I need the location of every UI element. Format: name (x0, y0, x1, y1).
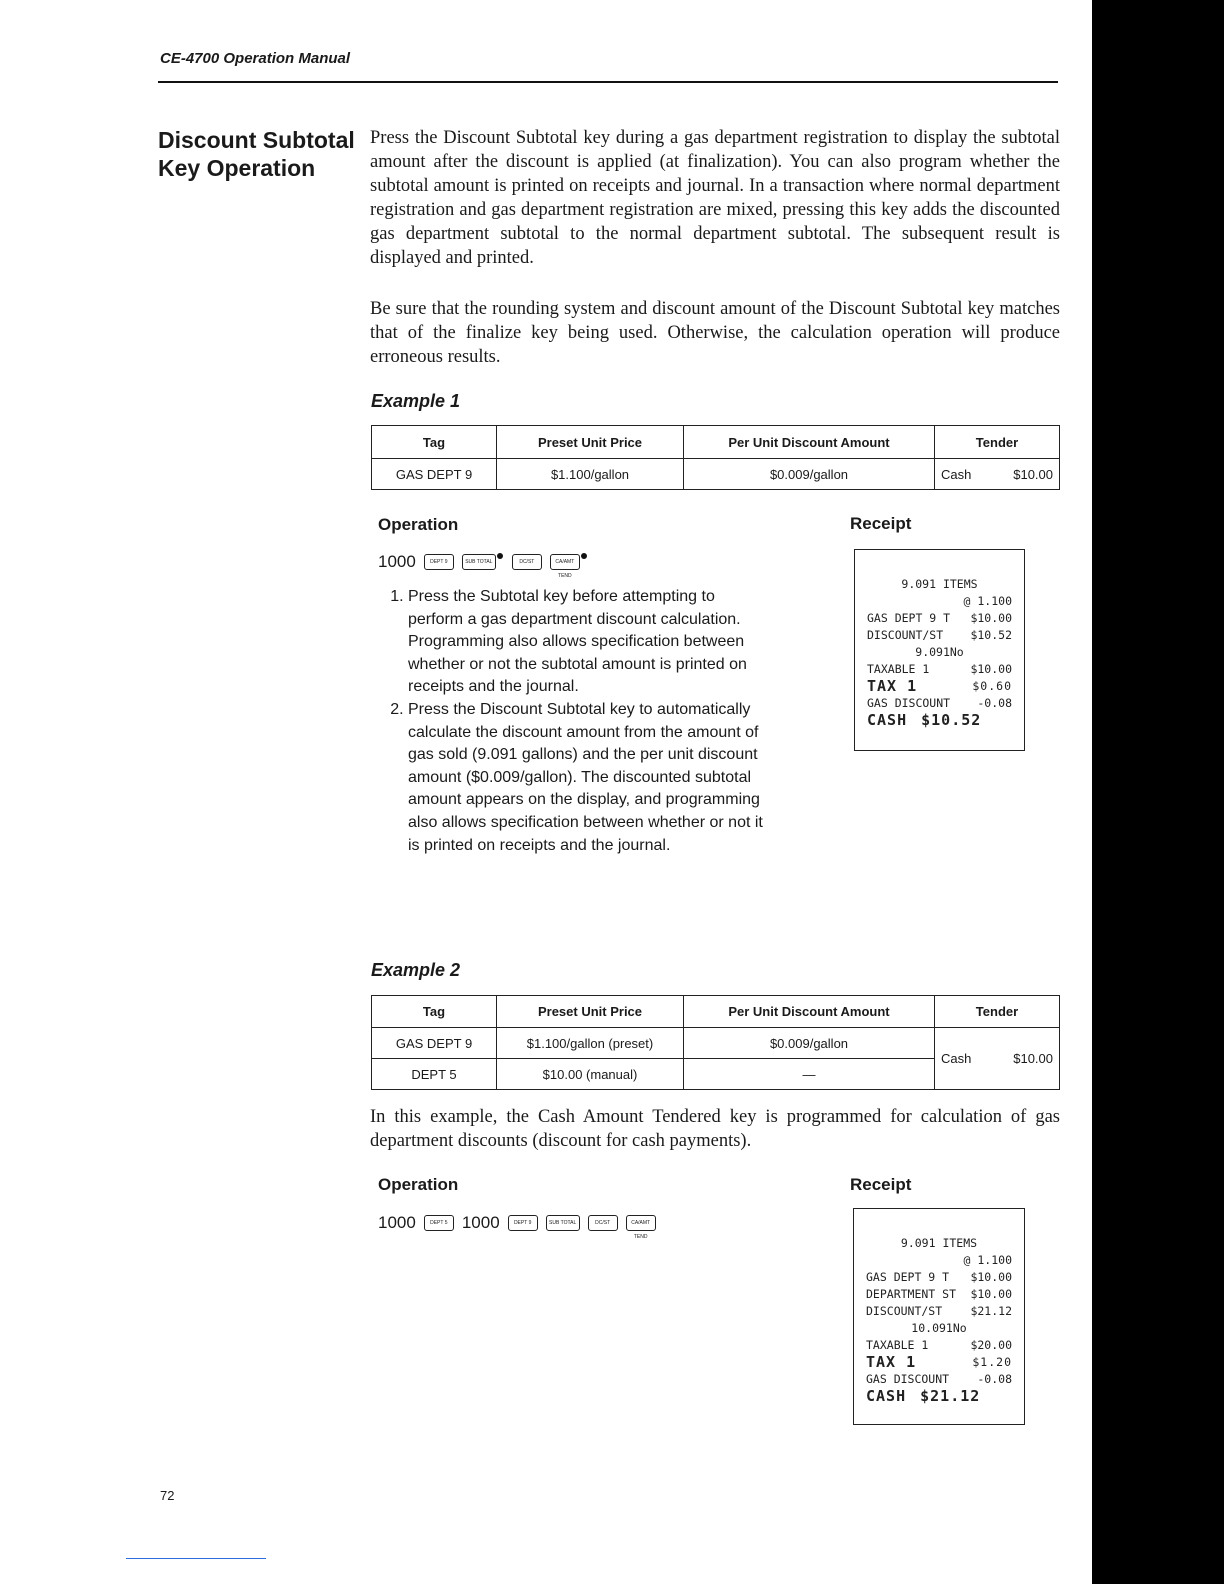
section-heading-line2: Key Operation (158, 155, 316, 181)
discount-subtotal-key: DC/ST (588, 1215, 618, 1231)
example1-label: Example 1 (371, 391, 461, 411)
receipt-line: DEPARTMENT ST $10.00 (866, 1287, 1012, 1301)
table-row (372, 459, 1060, 490)
receipt-line: TAXABLE 1 $10.00 (867, 662, 1012, 676)
header-discount: Per Unit Discount Amount (684, 426, 935, 459)
example2-label: Example 2 (371, 960, 461, 980)
cash-tend-key: CA/AMT TEND (626, 1215, 656, 1231)
receipt-at-price: @ 1.100 (963, 1253, 1012, 1267)
cell-tag: GAS DEPT 9 (372, 459, 497, 490)
subtotal-key: SUB TOTAL (546, 1215, 580, 1231)
cell-discount: $0.009/gallon (684, 459, 935, 490)
example1-key-sequence (378, 552, 588, 579)
section-heading (158, 126, 368, 182)
cell-tender (935, 459, 1060, 490)
cell-tag: DEPT 5 (372, 1059, 497, 1090)
receipt-gallons: 9.091No (915, 645, 964, 659)
dept-9-key: DEPT 9 (424, 554, 454, 570)
example1-receipt-heading: Receipt (850, 514, 912, 533)
step-item: 1. Press the Subtotal key before attempting to perform a gas department discount calculation. Programming also allows specification between whether or not the subtotal amount is printed on receipts and the journal. (408, 586, 768, 699)
cell-tender (935, 1028, 1060, 1090)
receipt-line: GAS DEPT 9 T $10.00 (867, 611, 1012, 625)
tender-amount: $10.00 (1013, 1051, 1053, 1066)
receipt-line: TAX 1 $0.60 (867, 677, 1012, 695)
dept-5-key: DEPT 5 (424, 1215, 454, 1231)
cell-price: $1.100/gallon (preset) (497, 1028, 684, 1059)
tender-amount: $10.00 (1013, 466, 1053, 482)
header-tag: Tag (372, 996, 497, 1028)
example1-steps (378, 586, 768, 857)
cell-tag: GAS DEPT 9 (372, 1028, 497, 1059)
example2-operation-heading: Operation (378, 1175, 459, 1194)
cell-price: $10.00 (manual) (497, 1059, 684, 1090)
example2-receipt-heading: Receipt (850, 1175, 912, 1194)
subtotal-key: SUB TOTAL (462, 554, 496, 570)
scan-edge-bar (1092, 0, 1224, 1584)
tender-type: Cash (941, 1051, 972, 1066)
example1-operation-heading: Operation (378, 515, 459, 534)
receipt-line: GAS DEPT 9 T $10.00 (866, 1270, 1012, 1284)
op-amount: 1000 (461, 1213, 500, 1232)
intro-paragraph: Press the Discount Subtotal key during a gas department registration to display the subtotal amount after the discount is applied (at finalization). You can also program whether the subtotal amount is printed on receipts and journal. In a transaction where normal department registration and gas department registration are mixed, pressing this key adds the discounted gas department subtotal to the normal department subtotal. The subsequent result is displayed and printed. (370, 128, 1060, 268)
cell-discount: — (684, 1059, 935, 1090)
tender-type: Cash (941, 466, 972, 482)
header-price: Preset Unit Price (497, 426, 684, 459)
step-item: 2. Press the Discount Subtotal key to automatically calculate the discount amount from the amount of gas sold (9.091 gallons) and the per unit discount amount ($0.009/gallon). The discounted subtotal amount appears on the display, and programming also allows specification between whether or not it is printed on receipts and the journal. (408, 699, 768, 857)
example2-table (371, 995, 1060, 1090)
receipt-at-price: @ 1.100 (963, 594, 1012, 608)
receipt-cash-line: CASH $10.52 (867, 711, 982, 729)
receipt-line: TAX 1 $1.20 (866, 1353, 1012, 1371)
page-number: 72 (160, 1488, 175, 1503)
receipt-line: DISCOUNT/ST $21.12 (866, 1304, 1012, 1318)
receipt-line: GAS DISCOUNT -0.08 (866, 1372, 1012, 1386)
table-header-row (372, 996, 1060, 1028)
header-tender: Tender (935, 996, 1060, 1028)
receipt-line: TAXABLE 1 $20.00 (866, 1338, 1012, 1352)
discount-subtotal-key: DC/ST (512, 554, 542, 570)
print-dot-icon (581, 553, 587, 559)
example1-receipt (854, 549, 1025, 751)
table-header-row (372, 426, 1060, 459)
caution-paragraph: Be sure that the rounding system and discount amount of the Discount Subtotal key matches that of the finalize key being used. Otherwise, the calculation operation will produce erroneous results. (370, 299, 1060, 367)
example2-receipt (853, 1208, 1025, 1425)
header-tag: Tag (372, 426, 497, 459)
header-discount: Per Unit Discount Amount (684, 996, 935, 1028)
receipt-line: DISCOUNT/ST $10.52 (867, 628, 1012, 642)
table-row (372, 1028, 1060, 1059)
cash-tend-key: CA/AMT TEND (550, 554, 580, 570)
example2-key-sequence (378, 1213, 664, 1240)
receipt-items: 9.091 ITEMS (901, 577, 978, 591)
print-dot-icon (497, 553, 503, 559)
section-heading-line1: Discount Subtotal (158, 127, 355, 153)
cell-discount: $0.009/gallon (684, 1028, 935, 1059)
receipt-cash-line: CASH $21.12 (866, 1387, 981, 1405)
manual-title: CE-4700 Operation Manual (160, 50, 351, 67)
header-rule (158, 81, 1058, 83)
footer-link-underline (126, 1558, 266, 1559)
receipt-line: GAS DISCOUNT -0.08 (867, 696, 1012, 710)
header-tender: Tender (935, 426, 1060, 459)
receipt-gallons: 10.091No (911, 1321, 967, 1335)
example1-table (371, 425, 1060, 490)
dept-9-key: DEPT 9 (508, 1215, 538, 1231)
example2-note: In this example, the Cash Amount Tendered key is programmed for calculation of gas department discounts (discount for cash payments). (370, 1107, 1060, 1151)
receipt-items: 9.091 ITEMS (900, 1236, 978, 1250)
op-amount: 1000 (378, 1213, 416, 1232)
op-amount: 1000 (378, 552, 416, 571)
cell-price: $1.100/gallon (497, 459, 684, 490)
header-price: Preset Unit Price (497, 996, 684, 1028)
